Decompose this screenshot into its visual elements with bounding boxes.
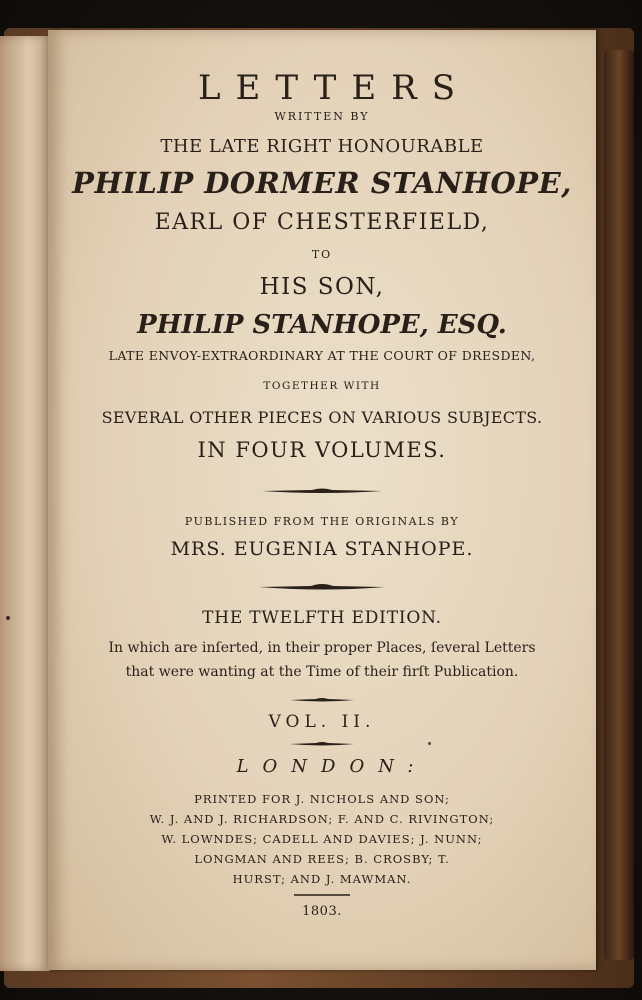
page-speck: [6, 616, 10, 620]
ornamental-rule: [48, 582, 596, 592]
to-label: TO: [311, 248, 333, 261]
page-speck: [428, 742, 431, 745]
imprint-line: HURST; AND J. MAWMAN.: [232, 872, 412, 886]
volume-number: VOL. II.: [268, 712, 376, 732]
published-from-label: PUBLISHED FROM THE ORIGINALS BY: [184, 515, 460, 528]
together-with-label: TOGETHER WITH: [263, 380, 381, 392]
author-name: PHILIP DORMER STANHOPE,: [72, 166, 572, 200]
recipient-label: HIS SON,: [259, 274, 385, 300]
edition-line: THE TWELFTH EDITION.: [202, 608, 442, 628]
editor-name: MRS. EUGENIA STANHOPE.: [170, 538, 474, 560]
imprint-place: LONDON:: [236, 756, 428, 777]
edition-note-line-2: that were wanting at the Time of their firſt Publication.: [125, 664, 519, 680]
author-honorific: THE LATE RIGHT HONOURABLE: [160, 136, 484, 157]
imprint-line: LONGMAN AND REES; B. CROSBY; T.: [194, 852, 450, 866]
edition-note-line-1: In which are inſerted, in their proper Places, ſeveral Letters: [108, 640, 536, 656]
short-rule: [48, 740, 596, 750]
title-page: [48, 30, 596, 970]
imprint-line: PRINTED FOR J. NICHOLS AND SON;: [194, 792, 450, 806]
imprint-line: W. J. AND J. RICHARDSON; F. AND C. RIVINGTON;: [149, 812, 495, 826]
facing-page: [0, 36, 50, 971]
other-pieces-line: SEVERAL OTHER PIECES ON VARIOUS SUBJECTS.: [101, 408, 543, 427]
ornamental-rule: [48, 486, 596, 496]
short-rule: [48, 696, 596, 706]
written-by-label: WRITTEN BY: [274, 110, 370, 123]
publication-year: 1803.: [302, 904, 342, 919]
book-title: LETTERS: [197, 68, 471, 108]
recipient-name: PHILIP STANHOPE, ESQ.: [137, 310, 507, 340]
short-rule: [48, 892, 596, 902]
imprint-line: W. LOWNDES; CADELL AND DAVIES; J. NUNN;: [161, 832, 483, 846]
volumes-line: IN FOUR VOLUMES.: [197, 438, 447, 462]
book-edge: [604, 50, 634, 960]
recipient-title: LATE ENVOY-EXTRAORDINARY AT THE COURT OF DRESDEN,: [108, 348, 536, 363]
author-title: EARL OF CHESTERFIELD,: [154, 210, 490, 235]
